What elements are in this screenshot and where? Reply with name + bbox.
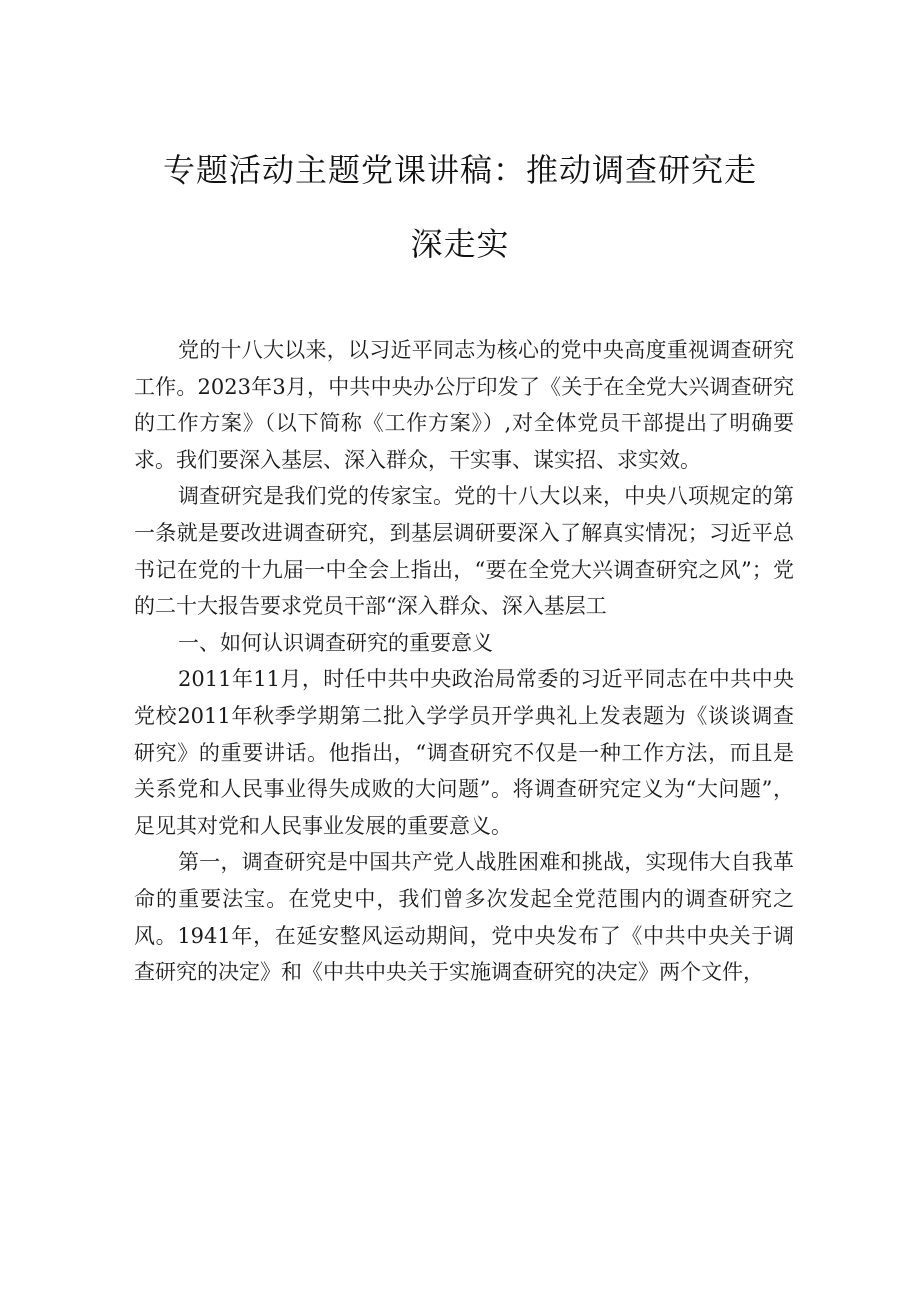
paragraph-tradition: 调查研究是我们党的传家宝。党的十八大以来，中央八项规定的第一条就是要改进调查研究，到基层调研要深入了解真实情况；习近平总书记在党的十九届一中全会上指出，“要在全党大兴调查研究之风”；党的二十大报告要求党员干部“深入群众、深入基层工 [134, 484, 794, 619]
paragraph-intro: 党的十八大以来，以习近平同志为核心的党中央高度重视调查研究工作。2023年3月，中共中央办公厅印发了《关于在全党大兴调查研究的工作方案》（以下简称《工作方案》）,对全体党员干部提出了明确要求。我们要深入基层、深入群众，干实事、谋实招、求实效。 [134, 338, 794, 472]
paragraph-2011-speech: 2011年11月，时任中共中央政治局常委的习近平同志在中共中央党校2011年秋季学期第二批入学学员开学典礼上发表题为《谈谈调查研究》的重要讲话。他指出，“调查研究不仅是一种工作方法，而且是关系党和人民事业得失成败的大问题”。将调查研究定义为“大问题”，足见其对党和人民事业发展的重要意义。 [134, 667, 794, 838]
section-heading-1: 一、如何认识调查研究的重要意义 [178, 630, 493, 655]
document-body [134, 332, 794, 991]
document-title-line-1: 专题活动主题党课讲稿：推动调查研究走 [162, 151, 757, 189]
paragraph-first-point: 第一，调查研究是中国共产党人战胜困难和挑战，实现伟大自我革命的重要法宝。在党史中，我们曾多次发起全党范围内的调查研究之风。1941年，在延安整风运动期间，党中央发布了《中共中央关于调查研究的决定》和《中共中央关于实施调查研究的决定》两个文件， [134, 850, 794, 985]
document-title-line-2: 深走实 [410, 225, 510, 263]
